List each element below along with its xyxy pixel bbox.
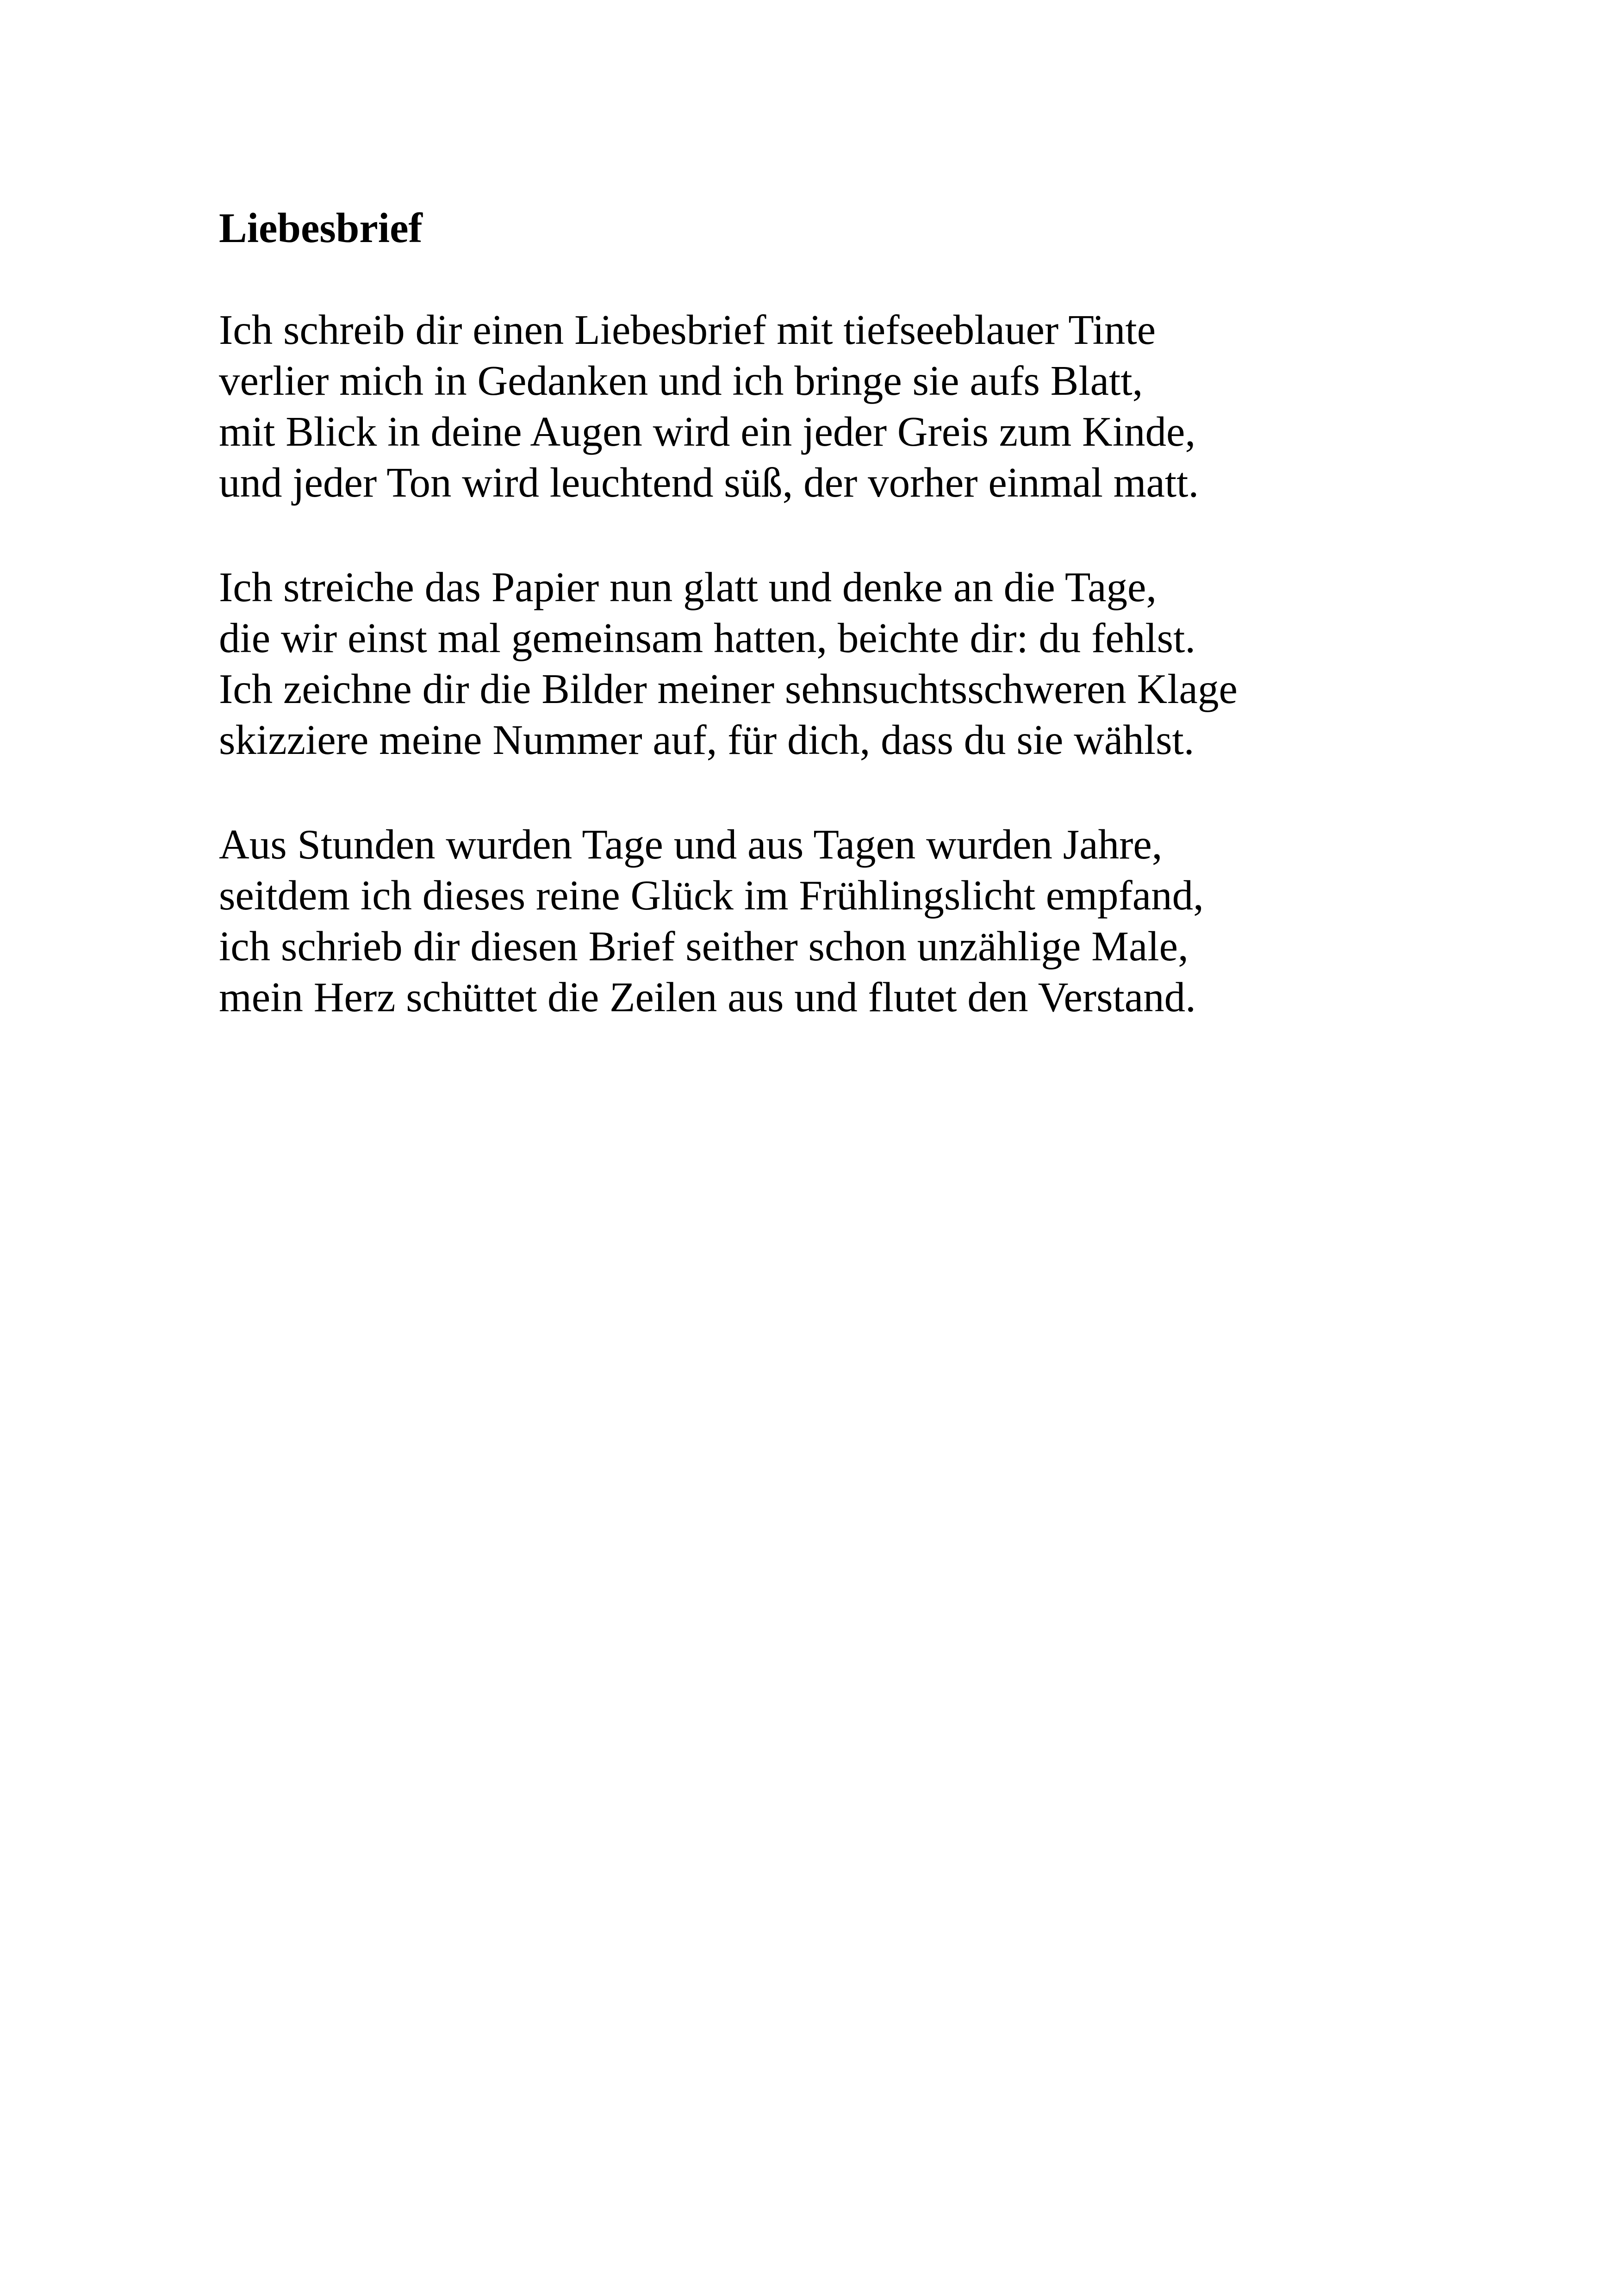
stanza-3 [219,819,1515,1023]
verse-line: Ich zeichne dir die Bilder meiner sehnsuchtsschweren Klage [219,666,1238,712]
verse-line: und jeder Ton wird leuchtend süß, der vorher einmal matt. [219,459,1199,506]
stanza-1 [219,305,1515,508]
poem-title: Liebesbrief [219,205,423,251]
verse-line: verlier mich in Gedanken und ich bringe sie aufs Blatt, [219,357,1143,404]
verse-line: ich schrieb dir diesen Brief seither schon unzählige Male, [219,923,1189,970]
verse-line: Ich streiche das Papier nun glatt und denke an die Tage, [219,564,1157,610]
verse-line: mein Herz schüttet die Zeilen aus und flutet den Verstand. [219,974,1196,1020]
verse-line: mit Blick in deine Augen wird ein jeder Greis zum Kinde, [219,408,1196,455]
verse-line: Aus Stunden wurden Tage und aus Tagen wurden Jahre, [219,821,1163,868]
verse-line: die wir einst mal gemeinsam hatten, beichte dir: du fehlst. [219,615,1196,661]
verse-line: skizziere meine Nummer auf, für dich, dass du sie wählst. [219,716,1195,763]
stanza-2 [219,562,1515,765]
verse-line: seitdem ich dieses reine Glück im Frühlingslicht empfand, [219,872,1204,919]
verse-line: Ich schreib dir einen Liebesbrief mit tiefseeblauer Tinte [219,306,1156,353]
poem-body [219,305,1515,1023]
poem [219,203,1515,1076]
